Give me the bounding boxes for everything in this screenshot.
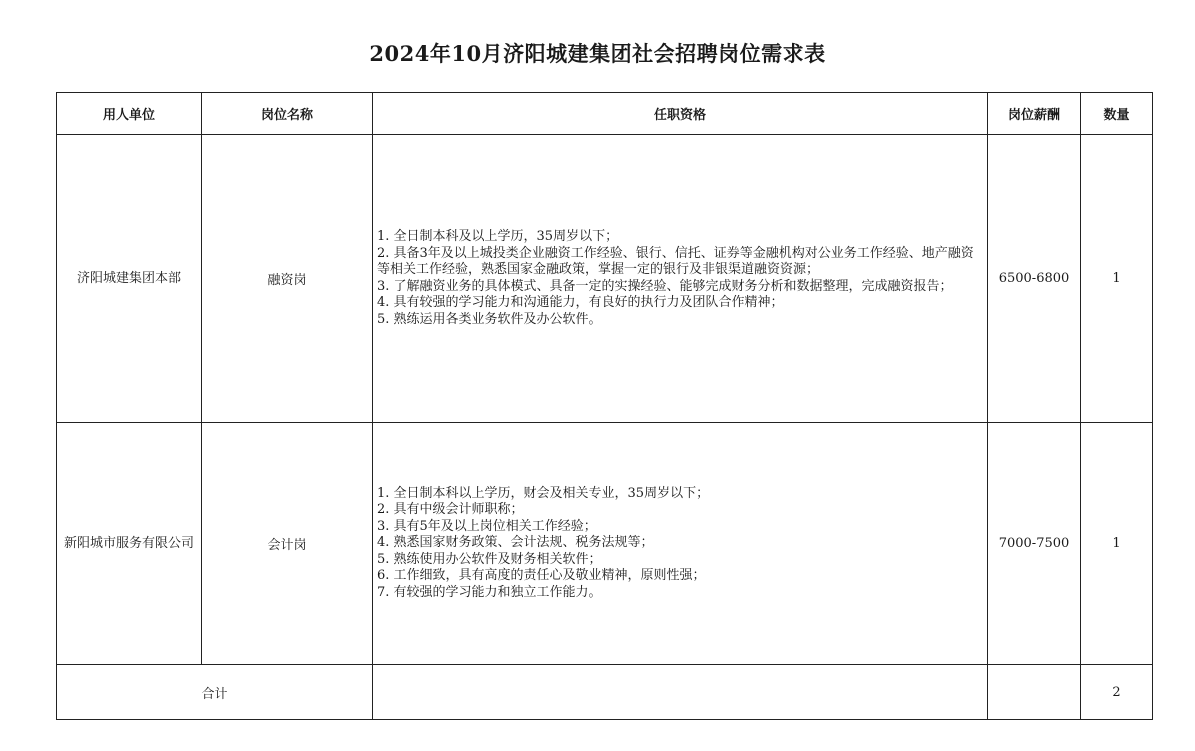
cell-count: 1: [1081, 423, 1153, 665]
requirement-item: 4. 熟悉国家财务政策、会计法规、税务法规等；: [377, 535, 654, 551]
requirement-item: 2. 具备3年及以上城投类企业融资工作经验、银行、信托、证券等金融机构对公业务工作经验、地产融资等相关工作经验，熟悉国家金融政策，掌握一定的银行及非银渠道融资资源；: [377, 245, 974, 277]
requirement-item: 6. 工作细致，具有高度的责任心及敬业精神，原则性强；: [377, 568, 706, 584]
table-row: [57, 423, 1153, 665]
table-row: [57, 135, 1153, 423]
cell-requirements: [373, 423, 988, 665]
requirement-item: 2. 具有中级会计师职称；: [377, 502, 524, 518]
header-unit: 用人单位: [57, 93, 202, 135]
cell-unit: 济阳城建集团本部: [57, 135, 202, 423]
header-salary: 岗位薪酬: [988, 93, 1081, 135]
requirement-item: 1. 全日制本科以上学历，财会及相关专业，35周岁以下；: [377, 485, 710, 501]
cell-salary: 7000-7500: [988, 423, 1081, 665]
page-title: 2024年10月济阳城建集团社会招聘岗位需求表: [369, 41, 826, 66]
requirement-item: 1. 全日制本科及以上学历，35周岁以下；: [377, 229, 619, 244]
cell-requirements: [373, 135, 988, 423]
table-header-row: [57, 93, 1153, 135]
requirement-item: 5. 熟练使用办公软件及财务相关软件；: [377, 551, 602, 567]
total-label: 合计: [57, 665, 373, 720]
cell-position: 融资岗: [202, 135, 373, 423]
requirement-item: 5. 熟练运用各类业务软件及办公软件。: [377, 311, 602, 327]
cell-count: 1: [1081, 135, 1153, 423]
requirement-item: 3. 了解融资业务的具体模式、具备一定的实操经验、能够完成财务分析和数据整理，完成融资报告；: [377, 278, 953, 294]
total-count: 2: [1081, 665, 1153, 720]
header-position: 岗位名称: [202, 93, 373, 135]
total-empty-cell: [988, 665, 1081, 720]
requirement-item: 3. 具有5年及以上岗位相关工作经验；: [377, 518, 597, 534]
requirement-item: 4. 具有较强的学习能力和沟通能力，有良好的执行力及团队合作精神；: [377, 295, 784, 310]
cell-unit: 新阳城市服务有限公司: [57, 423, 202, 665]
cell-position: 会计岗: [202, 423, 373, 665]
header-count: 数量: [1081, 93, 1153, 135]
recruitment-table: [56, 92, 1153, 720]
cell-salary: 6500-6800: [988, 135, 1081, 423]
total-empty-cell: [373, 665, 988, 720]
requirement-item: 7. 有较强的学习能力和独立工作能力。: [377, 584, 602, 600]
header-requirements: 任职资格: [373, 93, 988, 135]
total-row: [57, 665, 1153, 720]
